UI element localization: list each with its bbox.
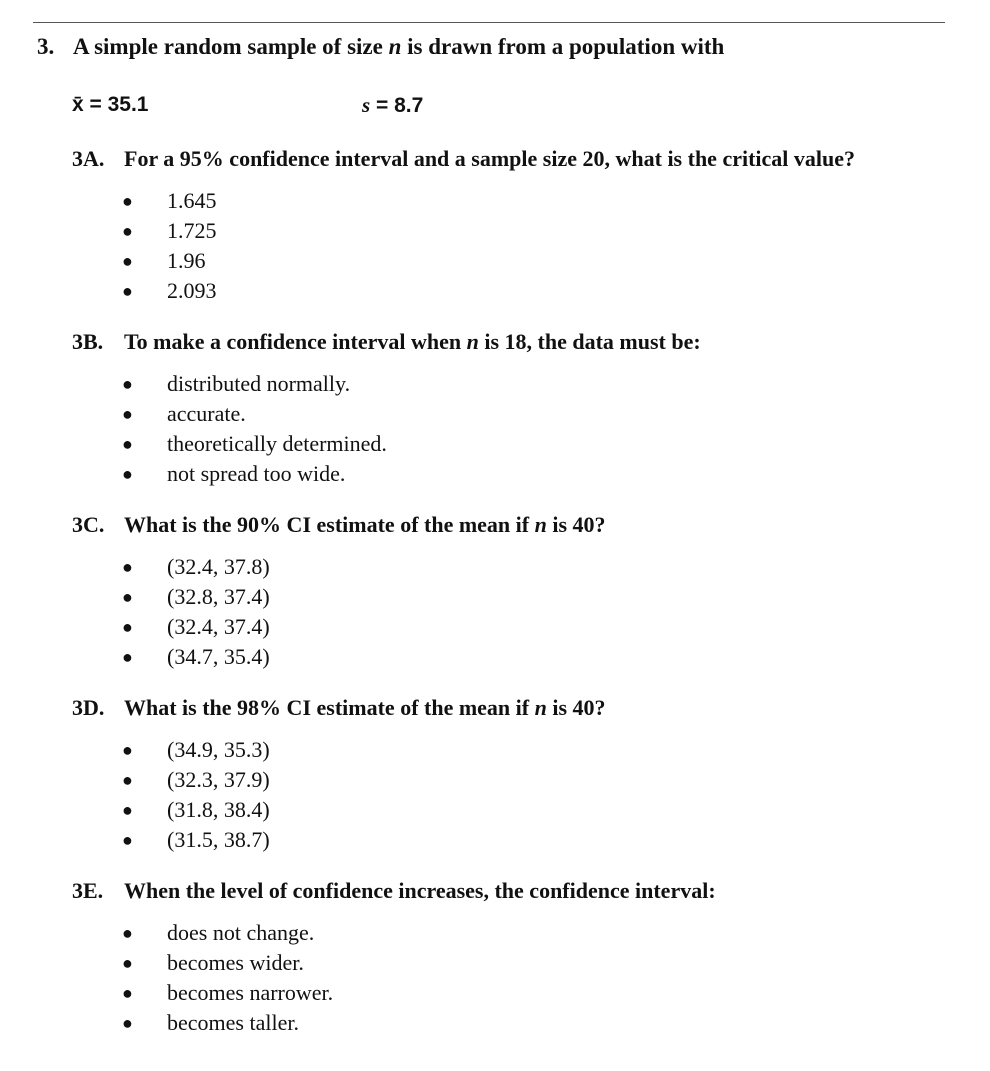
answer-option: [72, 246, 972, 276]
bullet-icon: ●: [122, 983, 133, 1003]
part-heading-text: What is the 98% CI estimate of the mean if: [124, 695, 535, 720]
question-number: 3.: [37, 34, 55, 59]
top-divider: [33, 22, 945, 23]
answer-option: [72, 765, 972, 795]
sd-value: = 8.7: [370, 94, 424, 117]
part-3c: [72, 510, 972, 672]
answer-option-text: distributed normally.: [167, 371, 351, 396]
answer-options: [72, 369, 972, 489]
bullet-icon: ●: [122, 800, 133, 820]
answer-option: [72, 552, 972, 582]
answer-option: [72, 429, 972, 459]
part-label: 3C.: [72, 512, 105, 537]
given-standard-deviation: [362, 93, 423, 118]
question-prompt-variable: n: [388, 34, 402, 59]
part-label: 3A.: [72, 146, 105, 171]
bullet-icon: ●: [122, 464, 133, 484]
part-heading-variable: n: [534, 695, 547, 720]
answer-options: [72, 552, 972, 672]
bullet-icon: ●: [122, 374, 133, 394]
given-sample-mean: x̄ = 35.1: [72, 93, 149, 116]
answer-option-text: accurate.: [167, 401, 246, 426]
part-heading-variable: n: [466, 329, 479, 354]
part-heading: [72, 327, 972, 357]
answer-option-text: becomes taller.: [167, 1010, 299, 1035]
part-heading-text: What is the 90% CI estimate of the mean if: [124, 512, 535, 537]
answer-option-text: 2.093: [167, 278, 217, 303]
answer-option: [72, 642, 972, 672]
answer-option: [72, 276, 972, 306]
answer-option-text: (34.9, 35.3): [167, 737, 270, 762]
bullet-icon: ●: [122, 1013, 133, 1033]
part-heading-text: When the level of confidence increases, the confidence interval:: [124, 878, 716, 903]
part-heading-text: is 40?: [546, 695, 606, 720]
answer-option: [72, 795, 972, 825]
answer-option-text: (34.7, 35.4): [167, 644, 270, 669]
answer-option-text: (31.5, 38.7): [167, 827, 270, 852]
answer-option-text: (32.4, 37.8): [167, 554, 270, 579]
part-heading: [72, 144, 972, 174]
bullet-icon: ●: [122, 434, 133, 454]
answer-option-text: not spread too wide.: [167, 461, 346, 486]
answer-option-text: becomes wider.: [167, 950, 304, 975]
answer-option: [72, 825, 972, 855]
question-title: [37, 34, 724, 60]
answer-option: [72, 216, 972, 246]
answer-option-text: (32.3, 37.9): [167, 767, 270, 792]
part-heading-variable: n: [534, 512, 547, 537]
answer-option: [72, 612, 972, 642]
bullet-icon: ●: [122, 221, 133, 241]
answer-option: [72, 186, 972, 216]
bullet-icon: ●: [122, 740, 133, 760]
answer-option-text: 1.96: [167, 248, 206, 273]
bullet-icon: ●: [122, 617, 133, 637]
answer-option-text: does not change.: [167, 920, 315, 945]
answer-option-text: becomes narrower.: [167, 980, 334, 1005]
part-3b: [72, 327, 972, 489]
part-3e: [72, 876, 972, 1038]
part-label: 3D.: [72, 695, 105, 720]
answer-option-text: theoretically determined.: [167, 431, 387, 456]
answer-options: [72, 186, 972, 306]
bullet-icon: ●: [122, 281, 133, 301]
answer-option: [72, 948, 972, 978]
answer-option: [72, 459, 972, 489]
bullet-icon: ●: [122, 251, 133, 271]
bullet-icon: ●: [122, 191, 133, 211]
answer-option-text: (32.8, 37.4): [167, 584, 270, 609]
answer-option-text: (31.8, 38.4): [167, 797, 270, 822]
part-heading-text: To make a confidence interval when: [124, 329, 467, 354]
answer-option: [72, 369, 972, 399]
part-heading: [72, 693, 972, 723]
bullet-icon: ●: [122, 647, 133, 667]
answer-option: [72, 978, 972, 1008]
bullet-icon: ●: [122, 404, 133, 424]
bullet-icon: ●: [122, 923, 133, 943]
question-prompt-start: A simple random sample of size: [73, 34, 389, 59]
question-prompt-end: is drawn from a population with: [401, 34, 725, 59]
part-heading-text: is 40?: [546, 512, 606, 537]
part-heading-text: is 18, the data must be:: [478, 329, 701, 354]
answer-option: [72, 1008, 972, 1038]
bullet-icon: ●: [122, 557, 133, 577]
answer-options: [72, 918, 972, 1038]
part-heading-text: For a 95% confidence interval and a sample size 20, what is the critical value?: [124, 146, 856, 171]
part-label: 3B.: [72, 329, 104, 354]
answer-option-text: 1.645: [167, 188, 217, 213]
bullet-icon: ●: [122, 770, 133, 790]
bullet-icon: ●: [122, 953, 133, 973]
part-heading: [72, 510, 972, 540]
answer-options: [72, 735, 972, 855]
bullet-icon: ●: [122, 830, 133, 850]
answer-option: [72, 582, 972, 612]
answer-option: [72, 735, 972, 765]
answer-option: [72, 399, 972, 429]
sd-symbol: s: [362, 93, 371, 117]
bullet-icon: ●: [122, 587, 133, 607]
part-heading: [72, 876, 972, 906]
answer-option-text: (32.4, 37.4): [167, 614, 270, 639]
part-3d: [72, 693, 972, 855]
answer-option: [72, 918, 972, 948]
part-3a: [72, 144, 972, 306]
part-label: 3E.: [72, 878, 104, 903]
answer-option-text: 1.725: [167, 218, 217, 243]
